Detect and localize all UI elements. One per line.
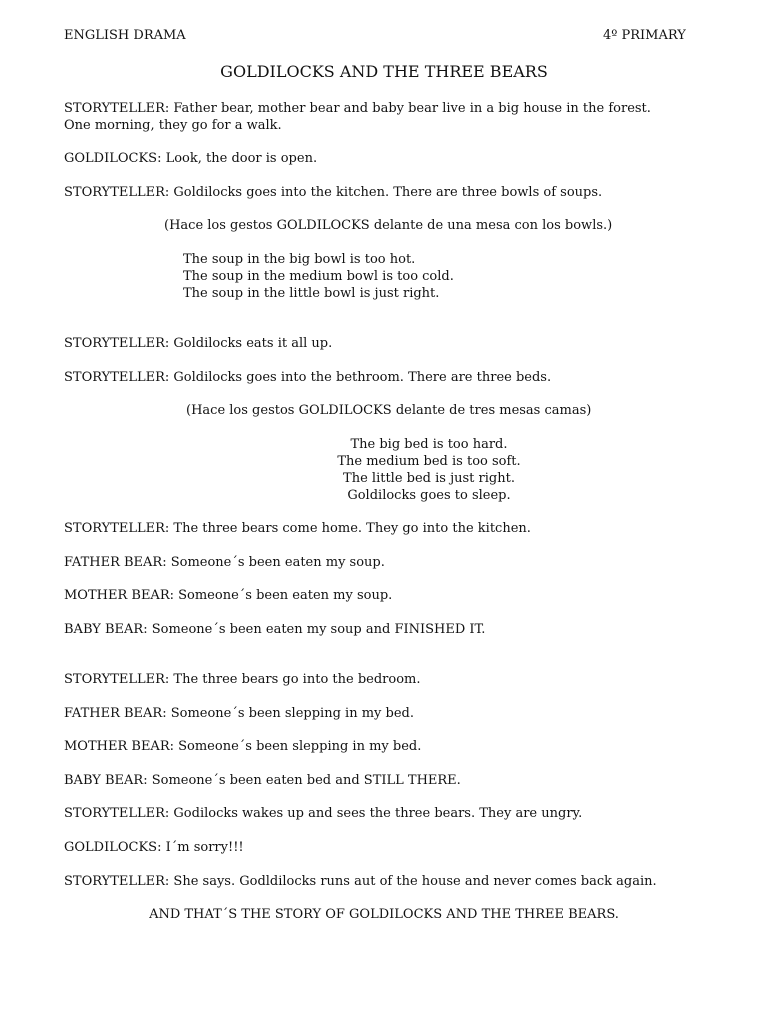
stage-direction-2: (Hace los gestos GOLDILOCKS delante de tres mesas camas) <box>186 403 592 418</box>
script-line-baby-bear-1: BABY BEAR: Someone´s been eaten my soup and FINISHED IT. <box>64 622 486 637</box>
stage-direction-1: (Hace los gestos GOLDILOCKS delante de una mesa con los bowls.) <box>164 218 613 233</box>
soup-line-big: The soup in the big bowl is too hot. <box>183 252 416 267</box>
header-grade: 4º PRIMARY <box>603 28 686 43</box>
script-line-goldilocks-2: GOLDILOCKS: I´m sorry!!! <box>64 840 244 855</box>
script-line-baby-bear-2: BABY BEAR: Someone´s been eaten bed and STILL THERE. <box>64 773 461 788</box>
bed-line-big: The big bed is too hard. <box>350 437 508 452</box>
script-line-storyteller-1b: One morning, they go for a walk. <box>64 118 282 133</box>
soup-line-medium: The soup in the medium bowl is too cold. <box>183 269 454 284</box>
script-line-mother-bear-2: MOTHER BEAR: Someone´s been slepping in my bed. <box>64 739 422 754</box>
bed-line-little: The little bed is just right. <box>343 471 515 486</box>
script-line-mother-bear-1: MOTHER BEAR: Someone´s been eaten my soup. <box>64 588 393 603</box>
bed-line-medium: The medium bed is too soft. <box>337 454 521 469</box>
script-line-storyteller-7: STORYTELLER: Godilocks wakes up and sees the three bears. They are ungry. <box>64 806 583 821</box>
script-line-goldilocks-1: GOLDILOCKS: Look, the door is open. <box>64 151 318 166</box>
page-title: GOLDILOCKS AND THE THREE BEARS <box>220 62 548 81</box>
script-line-father-bear-1: FATHER BEAR: Someone´s been eaten my soup. <box>64 555 385 570</box>
soup-line-little: The soup in the little bowl is just right. <box>183 286 440 301</box>
ending-line: AND THAT´S THE STORY OF GOLDILOCKS AND THE THREE BEARS. <box>149 907 619 922</box>
script-line-storyteller-1a: STORYTELLER: Father bear, mother bear and baby bear live in a big house in the forest. <box>64 101 651 116</box>
script-line-storyteller-2: STORYTELLER: Goldilocks goes into the kitchen. There are three bowls of soups. <box>64 185 603 200</box>
script-line-storyteller-5: STORYTELLER: The three bears come home. They go into the kitchen. <box>64 521 531 536</box>
script-line-father-bear-2: FATHER BEAR: Someone´s been slepping in my bed. <box>64 706 414 721</box>
script-line-storyteller-3: STORYTELLER: Goldilocks eats it all up. <box>64 336 333 351</box>
script-line-storyteller-6: STORYTELLER: The three bears go into the bedroom. <box>64 672 421 687</box>
script-line-storyteller-4: STORYTELLER: Goldilocks goes into the bethroom. There are three beds. <box>64 370 552 385</box>
sleep-line: Goldilocks goes to sleep. <box>347 488 511 503</box>
header-subject: ENGLISH DRAMA <box>64 28 186 43</box>
script-line-storyteller-8: STORYTELLER: She says. Godldilocks runs aut of the house and never comes back again. <box>64 874 657 889</box>
